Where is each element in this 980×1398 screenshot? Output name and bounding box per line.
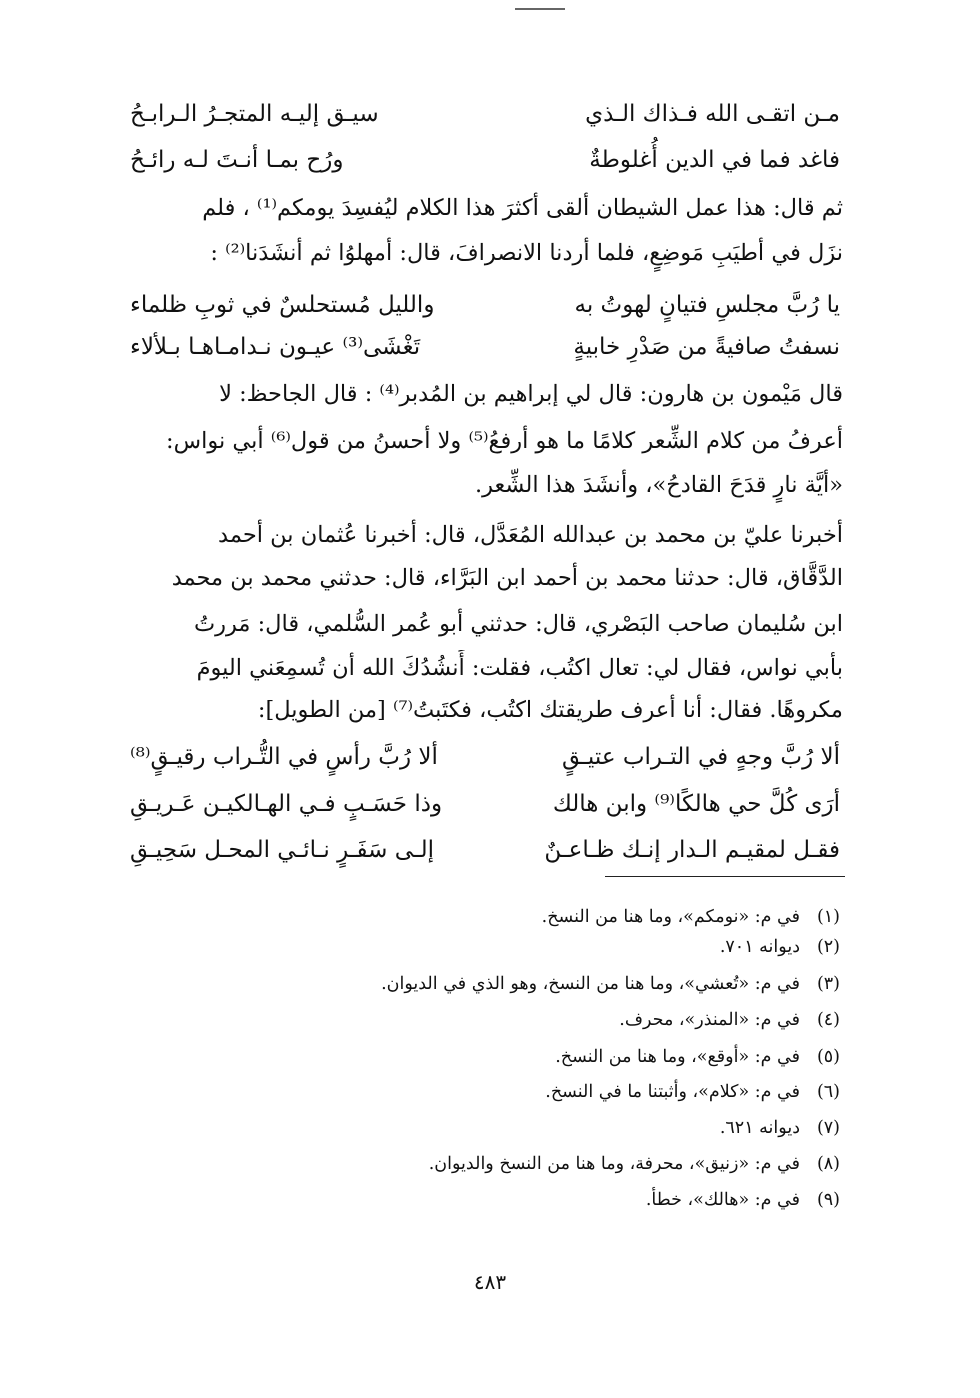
footnote [542, 900, 840, 934]
footnote [720, 1111, 840, 1145]
footnote-separator [605, 876, 845, 877]
footnote-text: في م: «أوقع»، وما هنا من النسخ. [555, 1047, 800, 1067]
verse-hemistich-left: والليل مُستحلسٌ في ثوبِ ظلماء [130, 292, 435, 318]
footnote [619, 1003, 840, 1037]
verse-hemistich-right: ألا رُبَّ وجهٍ في التـراب عتيـقٍ [562, 744, 840, 770]
verse-hemistich-right: يا رُبَّ مجلسِ فتيانٍ لهوتُ به [574, 292, 840, 318]
footnote [429, 1147, 840, 1181]
footnote-number: (٢) [816, 937, 840, 957]
verse-hemistich-left: إلـى سَفَـرٍ نـائـي المحـل سَحِيـقِ [130, 837, 435, 863]
verse-hemistich-left: وذا حَسَـبٍ فـي الهـالكيـن عَـريـقِ [130, 791, 443, 817]
verse-hemistich-left: ورُح بمـا أنـتَ لـه رائـحُ [130, 147, 344, 173]
footnote [381, 967, 840, 1001]
verse-hemistich-left: ألا رُبَّ رأسٍ في التُّـراب رقيـقٍ⁽⁸⁾ [130, 744, 438, 770]
verse-line [130, 140, 840, 180]
footnote-number: (٩) [816, 1190, 840, 1210]
footnote-text: في م: «تُعشي»، وما هنا من النسخ، وهو الذي في الديوان. [381, 974, 800, 994]
footnote [720, 930, 840, 964]
prose-line: بأبي نواس، فقال لي: تعال اكتُب، فقلت: أَنشُدُكَ الله أن تُسمِعَني اليومَ [196, 655, 843, 681]
footnote-number: (٤) [816, 1010, 840, 1030]
verse-line [130, 94, 840, 134]
footnote-text: في م: «نومكم»، وما هنا من النسخ. [541, 907, 800, 927]
prose-line: قال مَيْمون بن هارون: قال لي إبراهيم بن المُدبر⁽⁴⁾ : قال الجاحظ: لا [219, 381, 843, 407]
footnote-text: في م: «هالك»، خطأ. [645, 1190, 800, 1210]
footnote-number: (٦) [816, 1082, 840, 1102]
verse-line [130, 784, 840, 824]
verse-line [130, 830, 840, 870]
prose-line: نزَل في أطيَبِ مَوضِعٍ، فلما أردنا الانصرافَ، قال: أمهلوُا ثم أنشَدَنا⁽²⁾ : [210, 240, 843, 266]
prose-line: أخبرنا عليّ بن محمد بن عبدالله المُعَدَّل، قال: أخبرنا عُثمان بن أحمد [218, 522, 843, 548]
footnote-number: (٥) [816, 1047, 840, 1067]
verse-hemistich-right: فاغد فما في الدين أُغلوطةٌ [589, 147, 840, 173]
prose-line: «أيَّة نارٍ قدَحَ القادحُ»، وأنشَدَ هذا الشِّعر. [474, 472, 843, 498]
verse-line [130, 737, 840, 777]
verse-hemistich-right: مـن اتقـى الله فـذاك الـذي [585, 101, 840, 127]
footnote-number: (٨) [816, 1154, 840, 1174]
verse-hemistich-left: سيـق إليـه المتجـرُ الـرابـحُ [130, 101, 379, 127]
page-number: ٤٨٣ [473, 1270, 507, 1294]
footnote [646, 1183, 840, 1217]
prose-line: الدَّقَّاق، قال: حدثنا محمد بن أحمد ابن البَرَّاء، قال: حدثني محمد بن محمد [171, 565, 843, 591]
footnote-number: (١) [816, 907, 840, 927]
verse-hemistich-right: فقـل لمقيـم الـدار إنـك ظـاعـنٌ [544, 837, 840, 863]
footnote-text: في م: «المنذر»، محرف. [619, 1010, 800, 1030]
footnote-text: في م: «كلام»، وأثبتنا ما في النسخ. [545, 1082, 800, 1102]
footnote [545, 1075, 840, 1109]
footnote-number: (٧) [816, 1118, 840, 1138]
footnote-text: ديوانه ٧٠١. [719, 937, 800, 957]
footnote-number: (٣) [816, 974, 840, 994]
prose-line: أعرفُ من كلام الشِّعر كلامًا ما هو أرفعُ⁽⁵⁾ ولا أحسنُ من قول⁽⁶⁾ أبي نواس: [166, 428, 843, 454]
footnote-text: في م: «زنيق»، محرفة، وما هنا من النسخ والديوان. [428, 1154, 800, 1174]
top-edge-mark [515, 8, 565, 10]
verse-hemistich-right: نسفتُ صافيةً من صَدْرِ خابيةٍ [573, 334, 840, 360]
verse-hemistich-right: أرَى كُلَّ حي هالكًا⁽⁹⁾ وابن هالك [552, 791, 840, 817]
footnote-text: ديوانه ٦٢١. [719, 1118, 800, 1138]
prose-line: ثم قال: هذا عمل الشيطان ألقى أكثرَ هذا الكلام ليُفسِدَ يومكم⁽¹⁾ ، فلم [202, 195, 843, 221]
footnote [555, 1040, 840, 1074]
verse-line [130, 285, 840, 325]
prose-line: ابن سُليمان صاحب البَصْري، قال: حدثني أبو عُمر السُّلمي، قال: مَررتُ [193, 611, 843, 637]
verse-line [130, 327, 840, 367]
verse-hemistich-left: تَغْشَى⁽³⁾ عيـون نـدامـاهـا بـلألاء [130, 334, 421, 360]
prose-line: مكروهًا. فقال: أنا أعرف طريقتك اكتُب، فكتَبتُ⁽⁷⁾ [من الطويل]: [257, 697, 843, 723]
